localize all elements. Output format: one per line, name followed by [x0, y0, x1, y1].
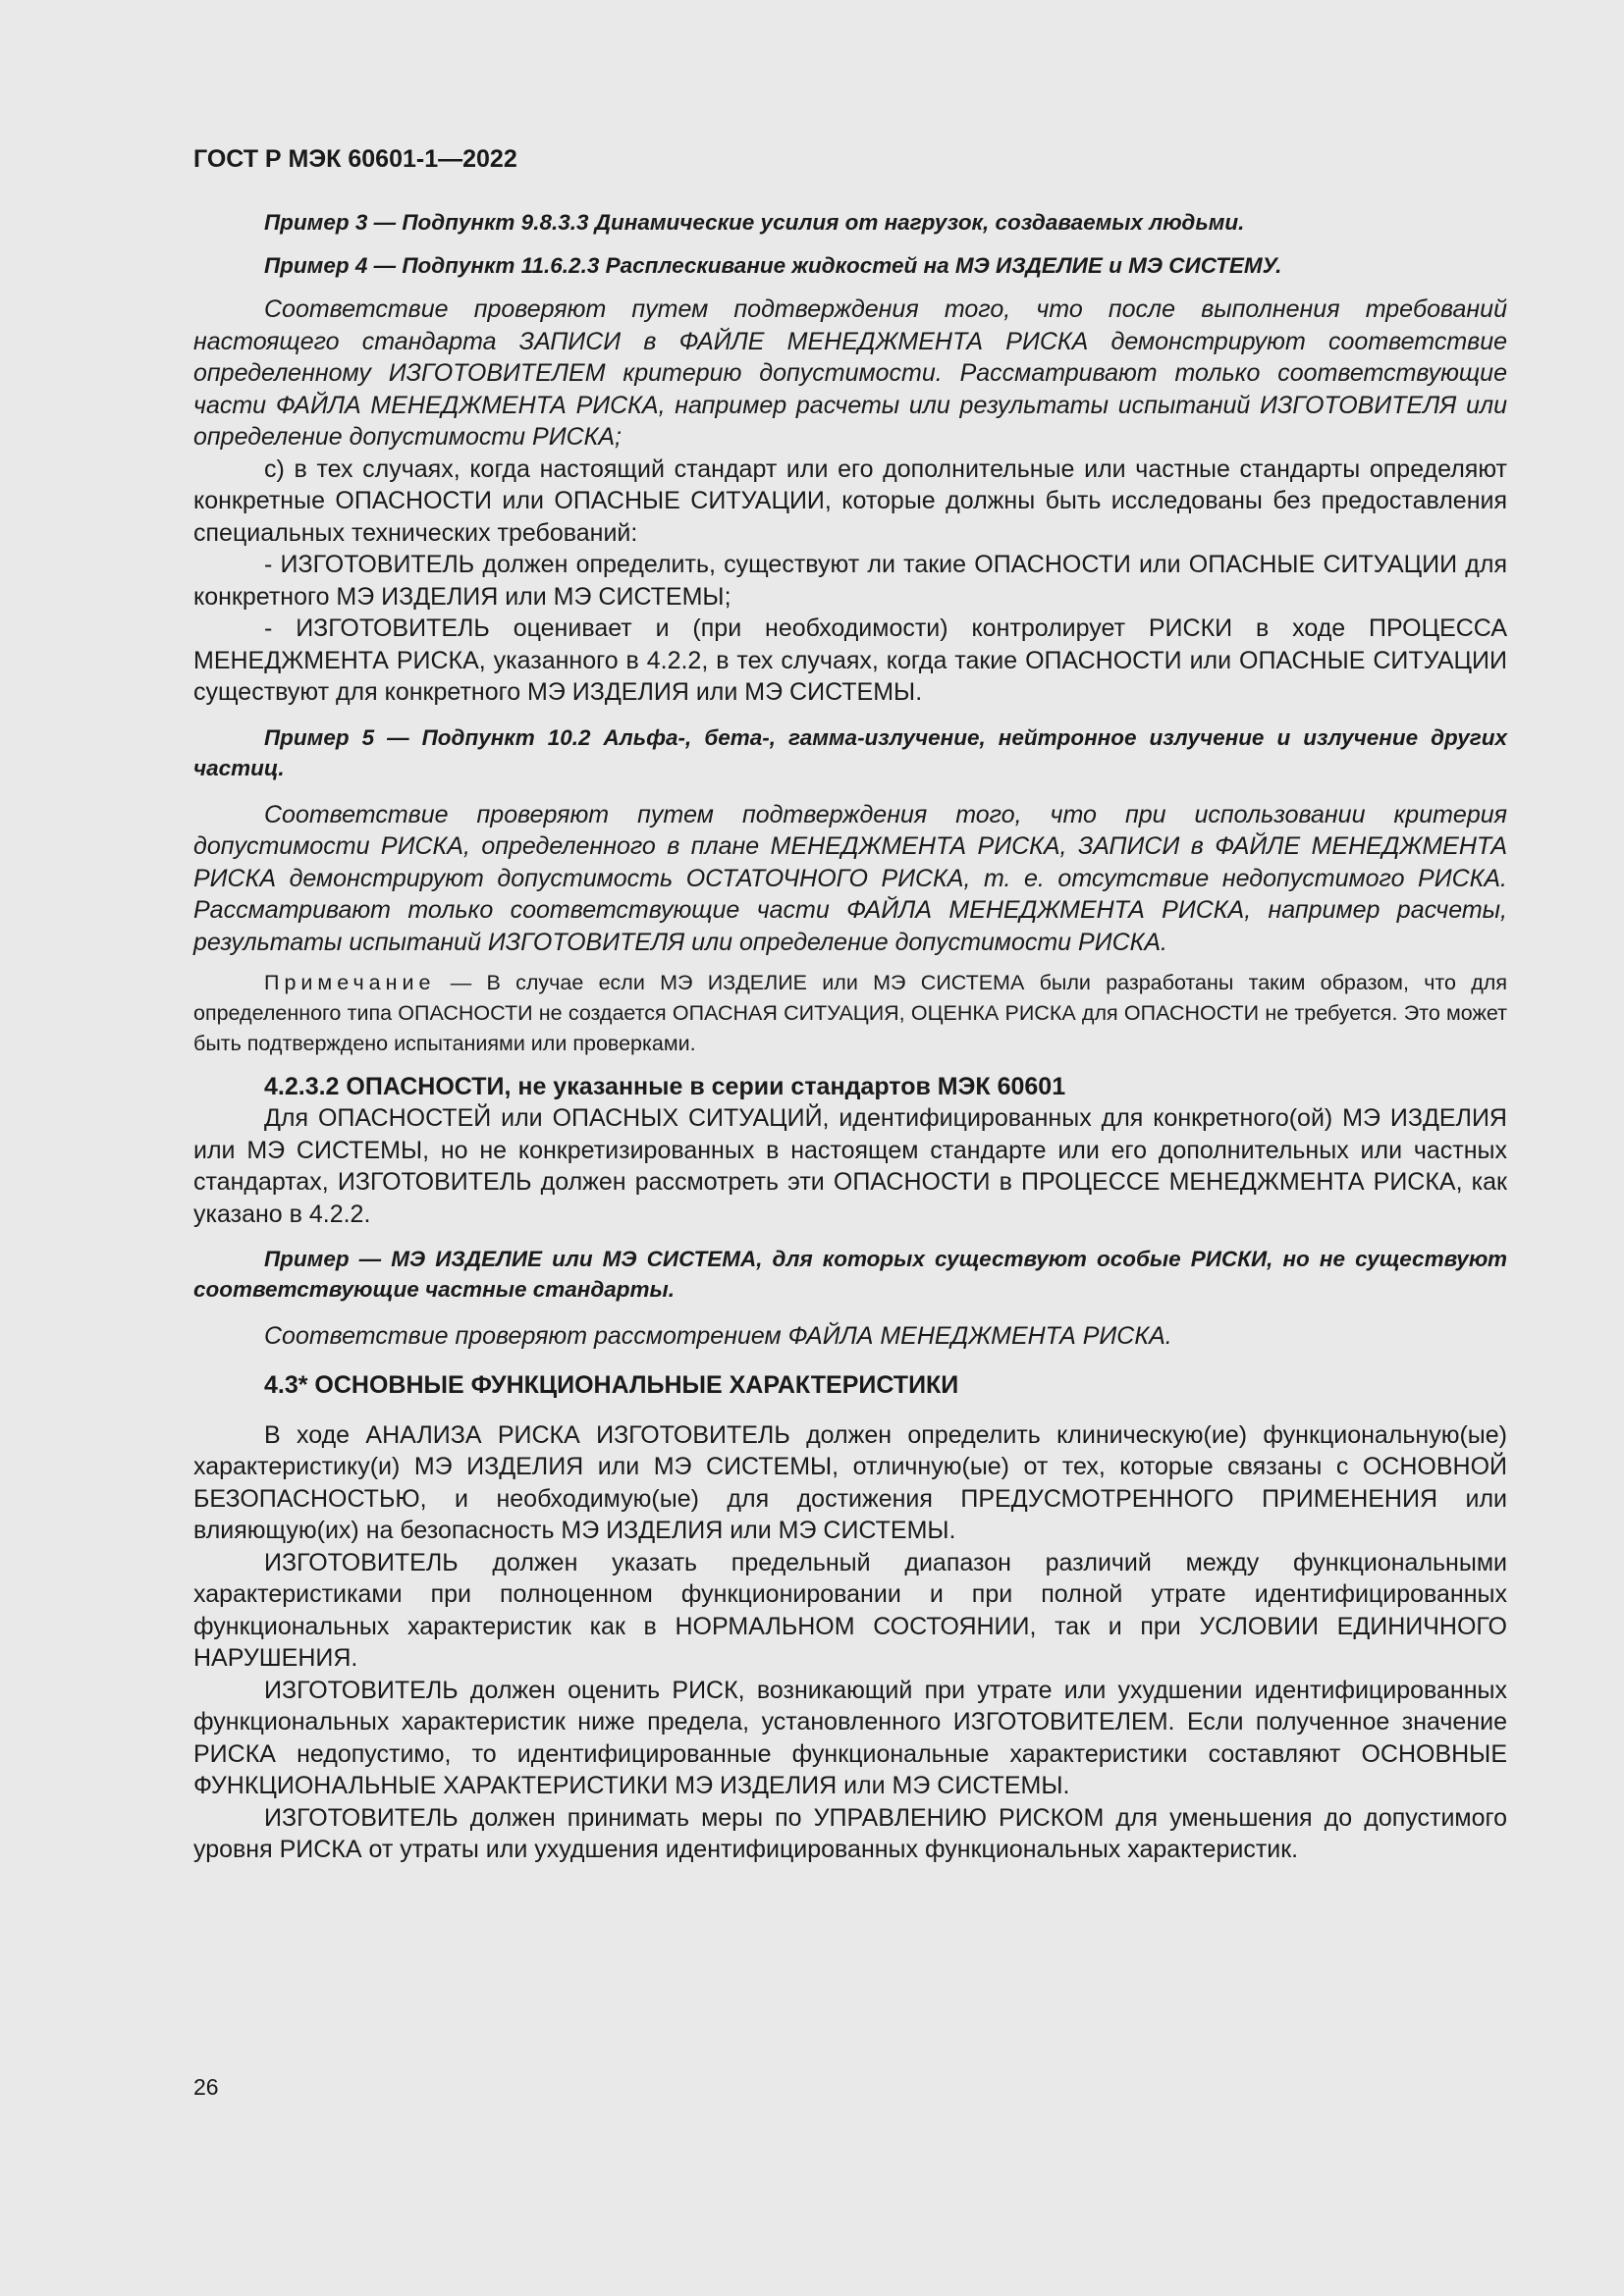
heading-4-2-3-2: 4.2.3.2 ОПАСНОСТИ, не указанные в серии стандартов МЭК 60601	[264, 1073, 1066, 1100]
paragraph-4-3-a: В ходе АНАЛИЗА РИСКА ИЗГОТОВИТЕЛЬ должен определить клиническую(ие) функциональную(ые) характеристику(и) МЭ ИЗДЕЛИЯ или МЭ СИСТЕМЫ, отличную(ые) от тех, которые связаны с ОСНОВНОЙ БЕЗОПАСНОСТЬЮ, и необходимую(ые) для достижения ПРЕДУСМОТРЕННОГО ПРИМЕНЕНИЯ или влияющую(их) на безопасность МЭ ИЗДЕЛИЯ или МЭ СИСТЕМЫ.	[193, 1420, 1507, 1544]
note	[193, 968, 1507, 1059]
example-3: Пример 3 — Подпункт 9.8.3.3 Динамические усилия от нагрузок, создаваемых людьми.	[264, 210, 1245, 235]
dash-item-1: - ИЗГОТОВИТЕЛЬ должен определить, существуют ли такие ОПАСНОСТИ или ОПАСНЫЕ СИТУАЦИИ для конкретного МЭ ИЗДЕЛИЯ или МЭ СИСТЕМЫ;	[193, 551, 1507, 611]
paragraph-4-3-d: ИЗГОТОВИТЕЛЬ должен принимать меры по УПРАВЛЕНИЮ РИСКОМ для уменьшения до допустимого уровня РИСКА от утраты или ухудшения идентифицированных функциональных характеристик.	[193, 1803, 1507, 1863]
paragraph-4-3-b: ИЗГОТОВИТЕЛЬ должен указать предельный диапазон различий между функциональными характеристиками при полноценном функционировании и при полной утрате идентифицированных функциональных характеристик как в НОРМАЛЬНОМ СОСТОЯНИИ, так и при УСЛОВИИ ЕДИНИЧНОГО НАРУШЕНИЯ.	[193, 1548, 1507, 1672]
page-number: 26	[193, 2074, 219, 2100]
example-4: Пример 4 — Подпункт 11.6.2.3 Расплескивание жидкостей на МЭ ИЗДЕЛИЕ и МЭ СИСТЕМУ.	[264, 253, 1282, 278]
page-content	[193, 145, 1507, 1866]
example-5: Пример 5 — Подпункт 10.2 Альфа-, бета-, гамма-излучение, нейтронное излучение и излучение других частиц.	[193, 724, 1507, 780]
heading-4-3: 4.3* ОСНОВНЫЕ ФУНКЦИОНАЛЬНЫЕ ХАРАКТЕРИСТИКИ	[264, 1370, 959, 1399]
paragraph-4-2-3-2: Для ОПАСНОСТЕЙ или ОПАСНЫХ СИТУАЦИЙ, идентифицированных для конкретного(ой) МЭ ИЗДЕЛИЯ или МЭ СИСТЕМЫ, но не конкретизированных в настоящем стандарте или его дополнительных или частных стандартах, ИЗГОТОВИТЕЛЬ должен рассмотреть эти ОПАСНОСТИ в ПРОЦЕССЕ МЕНЕДЖМЕНТА РИСКА, как указано в 4.2.2.	[193, 1104, 1507, 1228]
note-label: Примечание	[264, 971, 436, 994]
document-header: ГОСТ Р МЭК 60601-1—2022	[193, 145, 517, 173]
example-special-risks: Пример — МЭ ИЗДЕЛИЕ или МЭ СИСТЕМА, для которых существуют особые РИСКИ, но не существуют соответствующие частные стандарты.	[193, 1247, 1507, 1302]
item-c: c) в тех случаях, когда настоящий стандарт или его дополнительные или частные стандарты определяют конкретные ОПАСНОСТИ или ОПАСНЫЕ СИТУАЦИИ, которые должны быть исследованы без предоставления специальных технических требований:	[193, 454, 1507, 547]
dash-item-2: - ИЗГОТОВИТЕЛЬ оценивает и (при необходимости) контролирует РИСКИ в ходе ПРОЦЕССА МЕНЕДЖМЕНТА РИСКА, указанного в 4.2.2, в тех случаях, когда такие ОПАСНОСТИ или ОПАСНЫЕ СИТУАЦИИ существуют для конкретного МЭ ИЗДЕЛИЯ или МЭ СИСТЕМЫ.	[193, 614, 1507, 706]
paragraph-4-3-c: ИЗГОТОВИТЕЛЬ должен оценить РИСК, возникающий при утрате или ухудшении идентифицированных функциональных характеристик ниже предела, установленного ИЗГОТОВИТЕЛЕМ. Если полученное значение РИСКА недопустимо, то идентифицированные функциональные характеристики составляют ОСНОВНЫЕ ФУНКЦИОНАЛЬНЫЕ ХАРАКТЕРИСТИКИ МЭ ИЗДЕЛИЯ или МЭ СИСТЕМЫ.	[193, 1676, 1507, 1799]
compliance-paragraph-2: Соответствие проверяют путем подтверждения того, что при использовании критерия допустимости РИСКА, определенного в плане МЕНЕДЖМЕНТА РИСКА, ЗАПИСИ в ФАЙЛЕ МЕНЕДЖМЕНТА РИСКА демонстрируют допустимость ОСТАТОЧНОГО РИСКА, т. е. отсутствие недопустимого РИСКА. Рассматривают только соответствующие части ФАЙЛА МЕНЕДЖМЕНТА РИСКА, например расчеты, результаты испытаний ИЗГОТОВИТЕЛЯ или определение допустимости РИСКА.	[193, 800, 1507, 956]
note-text: — В случае если МЭ ИЗДЕЛИЕ или МЭ СИСТЕМА были разработаны таким образом, что для определенного типа ОПАСНОСТИ не создается ОПАСНАЯ СИТУАЦИЯ, ОЦЕНКА РИСКА для ОПАСНОСТИ не требуется. Это может быть подтверждено испытаниями или проверками.	[193, 971, 1507, 1055]
compliance-paragraph-3: Соответствие проверяют рассмотрением ФАЙЛА МЕНЕДЖМЕНТА РИСКА.	[264, 1322, 1172, 1350]
compliance-paragraph-1: Соответствие проверяют путем подтверждения того, что после выполнения требований настоящего стандарта ЗАПИСИ в ФАЙЛЕ МЕНЕДЖМЕНТА РИСКА демонстрируют соответствие определенному ИЗГОТОВИТЕЛЕМ критерию допустимости. Рассматривают только соответствующие части ФАЙЛА МЕНЕДЖМЕНТА РИСКА, например расчеты или результаты испытаний ИЗГОТОВИТЕЛЯ или определение допустимости РИСКА;	[193, 295, 1507, 451]
